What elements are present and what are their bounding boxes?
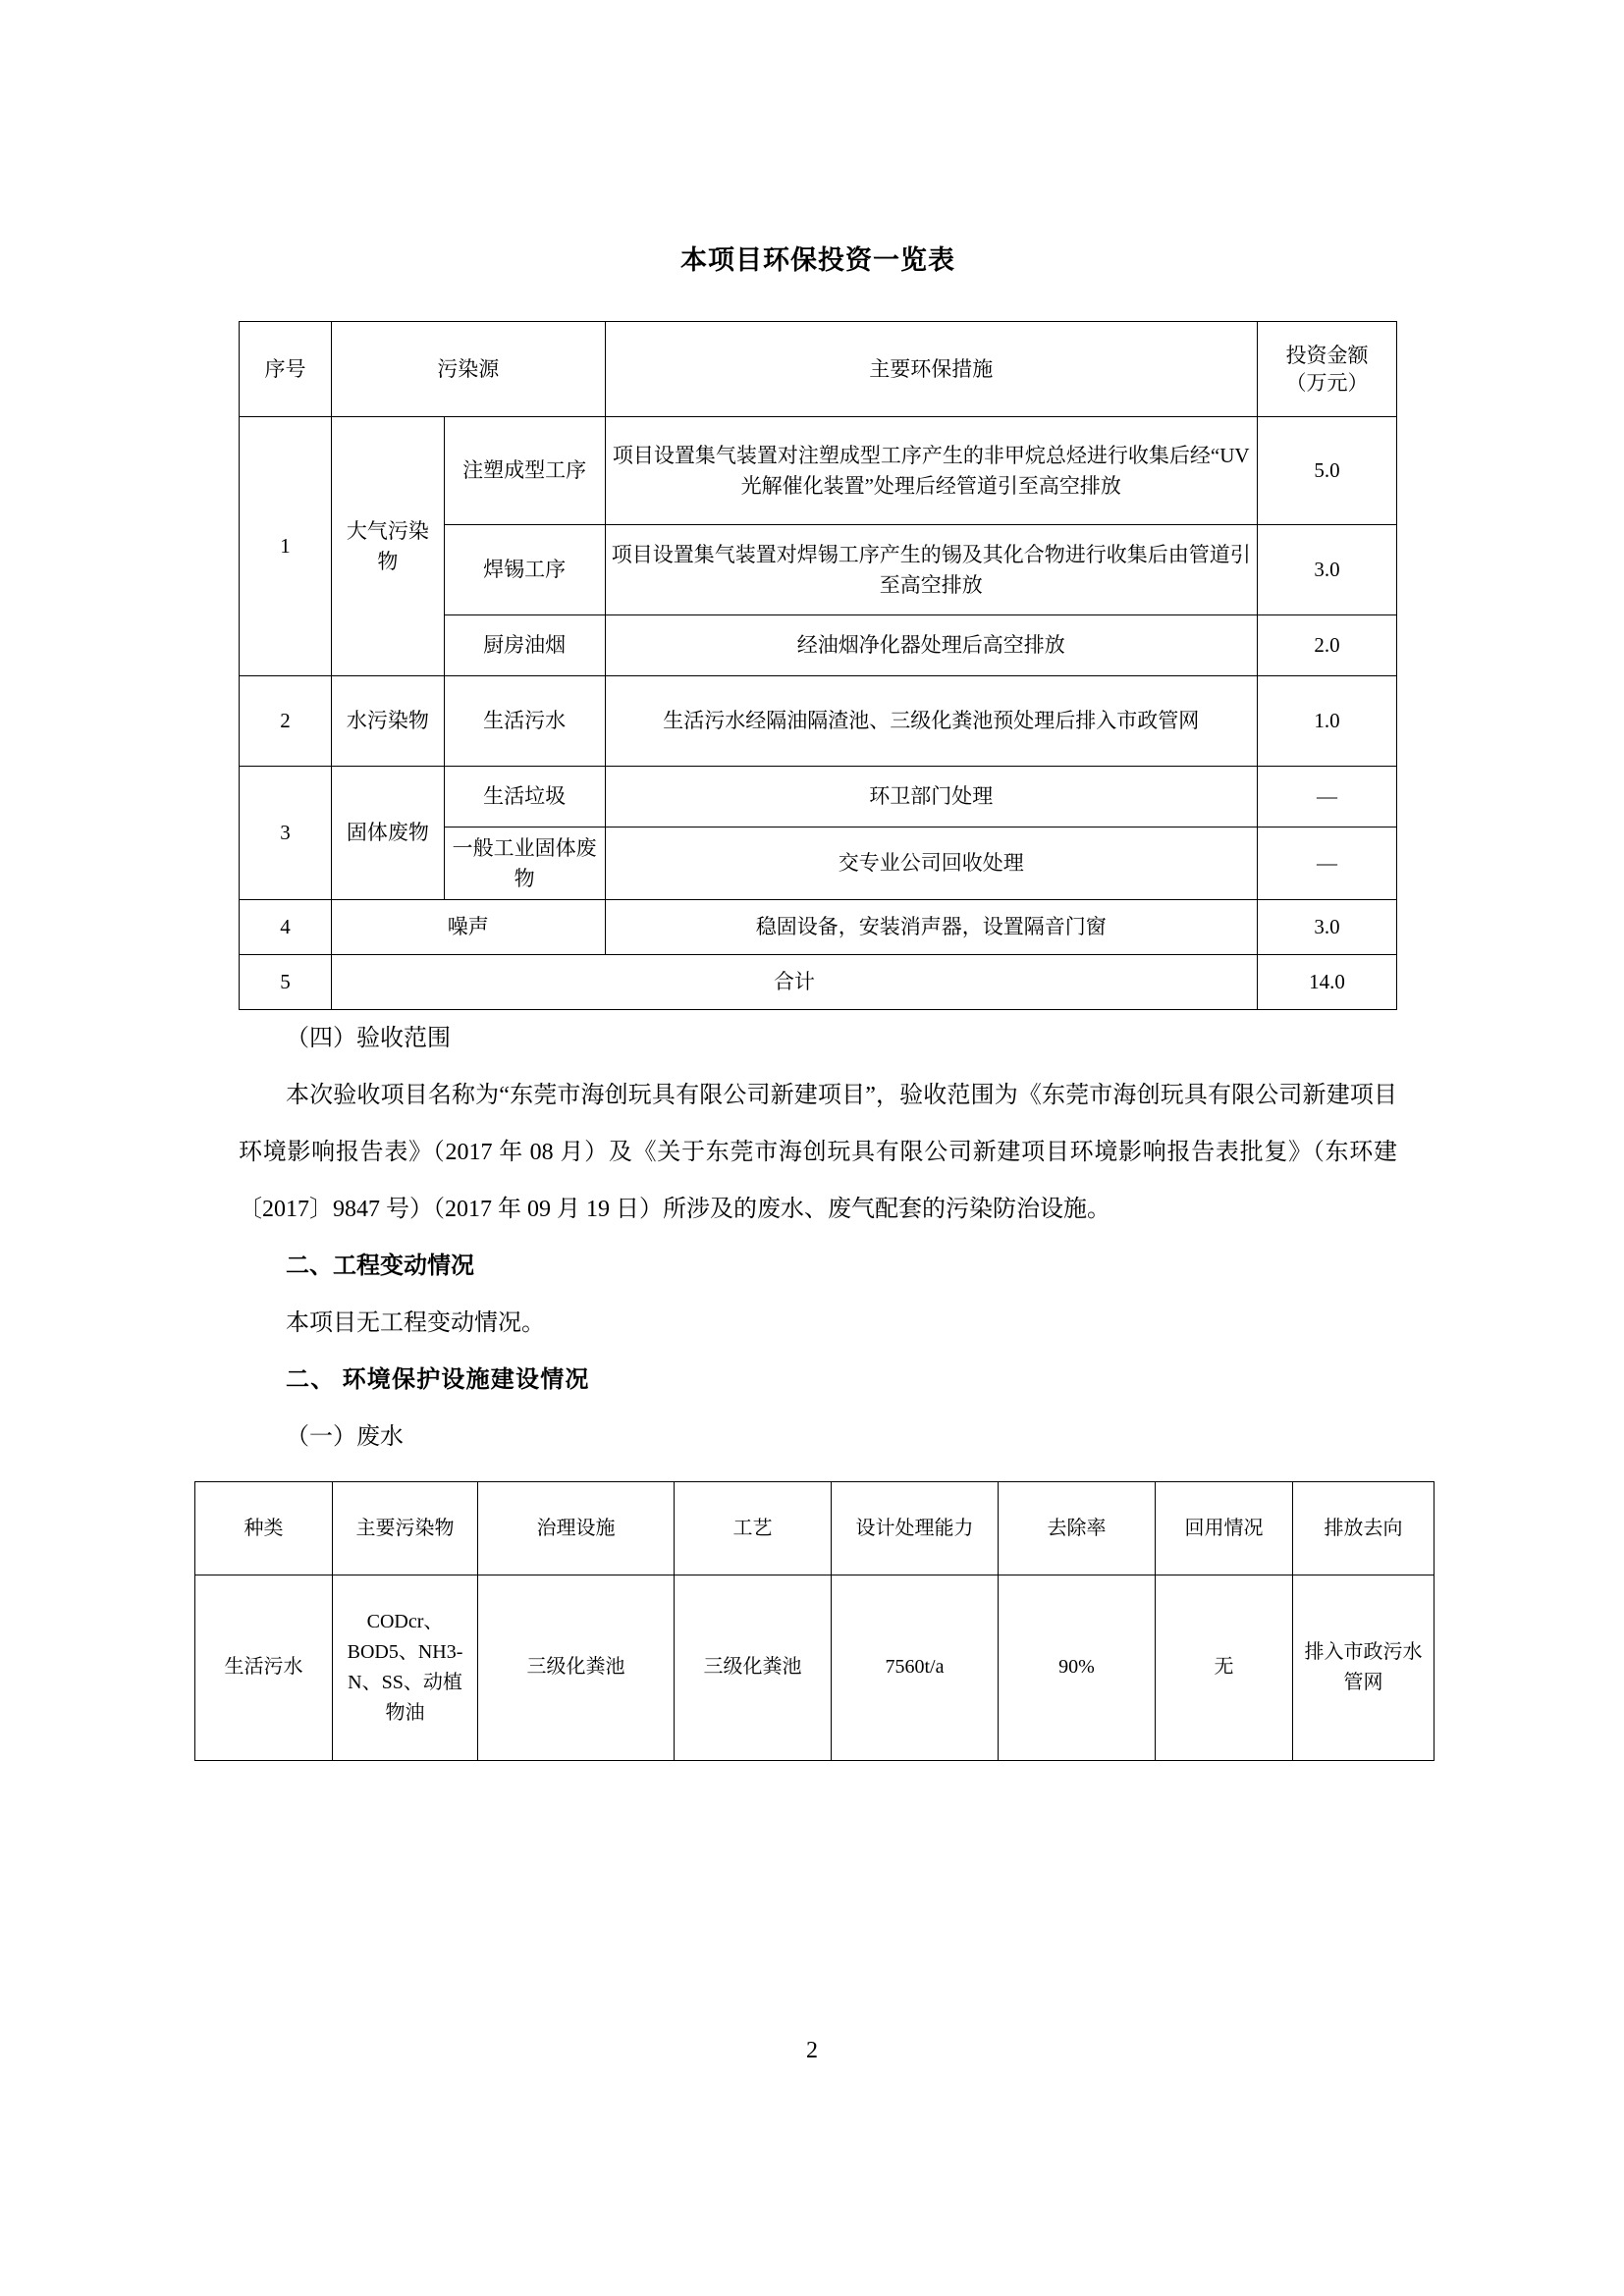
- table-header-row: [195, 1481, 1435, 1575]
- header-process: 工艺: [675, 1481, 832, 1575]
- cell-amount-industrial-waste: —: [1257, 828, 1396, 900]
- cell-facility: 三级化粪池: [478, 1575, 675, 1760]
- cell-seq-4: 4: [240, 899, 332, 954]
- cell-measure-kitchen-fume: 经油烟净化器处理后高空排放: [605, 615, 1257, 676]
- cell-amount-domestic-sewage: 1.0: [1257, 676, 1396, 767]
- header-seq: 序号: [240, 322, 332, 417]
- wastewater-facilities-table: [194, 1481, 1435, 1761]
- cell-measure-industrial-waste: 交专业公司回收处理: [605, 828, 1257, 900]
- cell-seq-5: 5: [240, 954, 332, 1009]
- cell-category-water: 水污染物: [331, 676, 444, 767]
- cell-capacity: 7560t/a: [832, 1575, 999, 1760]
- wastewater-table-wrapper: [224, 1481, 1423, 1761]
- cell-sub-soldering: 焊锡工序: [444, 525, 605, 615]
- header-capacity: 设计处理能力: [832, 1481, 999, 1575]
- table-row: [240, 954, 1397, 1009]
- cell-total-label: 合计: [331, 954, 1257, 1009]
- header-removal-rate: 去除率: [999, 1481, 1156, 1575]
- cell-amount-domestic-garbage: —: [1257, 767, 1396, 828]
- header-source: 污染源: [331, 322, 605, 417]
- header-pollutants: 主要污染物: [333, 1481, 478, 1575]
- paragraph-engineering-changes: 本项目无工程变动情况。: [286, 1309, 545, 1336]
- paragraph-scope: 本次验收项目名称为“东莞市海创玩具有限公司新建项目”，验收范围为《东莞市海创玩具有限公司新建项目环境影响报告表》（2017 年 08 月）及《关于东莞市海创玩具有限公司新建项目环境影响报告表批复》（东环建〔2017〕9847 号）（2017 年 09 月 19 日）所涉及的废水、废气配套的污染防治设施。: [239, 1082, 1397, 1222]
- header-facility: 治理设施: [478, 1481, 675, 1575]
- table-header: [240, 322, 1397, 417]
- page-number: 2: [806, 2038, 818, 2063]
- table-row: [240, 417, 1397, 525]
- table-row: [195, 1575, 1435, 1760]
- cell-amount-injection: 5.0: [1257, 417, 1396, 525]
- cell-sub-injection: 注塑成型工序: [444, 417, 605, 525]
- table-body: [240, 417, 1397, 1010]
- cell-measure-domestic-garbage: 环卫部门处理: [605, 767, 1257, 828]
- cell-sub-kitchen-fume: 厨房油烟: [444, 615, 605, 676]
- cell-seq-1: 1: [240, 417, 332, 676]
- cell-category-solid-waste: 固体废物: [331, 767, 444, 900]
- header-amount: [1257, 322, 1396, 417]
- cell-category-noise: 噪声: [331, 899, 605, 954]
- cell-sub-domestic-sewage: 生活污水: [444, 676, 605, 767]
- page-title: 本项目环保投资一览表: [680, 245, 955, 275]
- cell-measure-domestic-sewage: 生活污水经隔油隔渣池、三级化粪池预处理后排入市政管网: [605, 676, 1257, 767]
- heading-scope: （四）验收范围: [286, 1025, 451, 1051]
- cell-sub-industrial-waste: 一般工业固体废物: [444, 828, 605, 900]
- heading-wastewater: （一）废水: [286, 1423, 404, 1450]
- investment-table-wrapper: [239, 321, 1397, 1010]
- cell-category-air: 大气污染物: [331, 417, 444, 676]
- cell-total-amount: 14.0: [1257, 954, 1396, 1009]
- table-row: [240, 676, 1397, 767]
- header-amount-line1: 投资金额: [1285, 343, 1369, 367]
- page-content: [224, 0, 1423, 1761]
- cell-seq-3: 3: [240, 767, 332, 900]
- table-row: [240, 899, 1397, 954]
- header-kind: 种类: [195, 1481, 333, 1575]
- header-reuse: 回用情况: [1156, 1481, 1293, 1575]
- table-row: [240, 767, 1397, 828]
- cell-reuse: 无: [1156, 1575, 1293, 1760]
- cell-measure-noise: 稳固设备，安装消声器，设置隔音门窗: [605, 899, 1257, 954]
- cell-amount-kitchen-fume: 2.0: [1257, 615, 1396, 676]
- table-header-row: [240, 322, 1397, 417]
- cell-sub-domestic-garbage: 生活垃圾: [444, 767, 605, 828]
- wastewater-table-body: [195, 1575, 1435, 1760]
- cell-pollutants: CODcr、BOD5、NH3-N、SS、动植物油: [333, 1575, 478, 1760]
- header-destination: 排放去向: [1293, 1481, 1435, 1575]
- cell-destination: 排入市政污水管网: [1293, 1575, 1435, 1760]
- header-amount-line2: （万元）: [1285, 371, 1369, 396]
- heading-engineering-changes: 二、工程变动情况: [286, 1253, 474, 1279]
- cell-seq-2: 2: [240, 676, 332, 767]
- cell-measure-soldering: 项目设置集气装置对焊锡工序产生的锡及其化合物进行收集后由管道引至高空排放: [605, 525, 1257, 615]
- heading-env-facilities: 二、 环境保护设施建设情况: [286, 1366, 590, 1393]
- header-measures: 主要环保措施: [605, 322, 1257, 417]
- cell-kind: 生活污水: [195, 1575, 333, 1760]
- wastewater-table-header: [195, 1481, 1435, 1575]
- cell-removal-rate: 90%: [999, 1575, 1156, 1760]
- cell-amount-noise: 3.0: [1257, 899, 1396, 954]
- cell-measure-injection: 项目设置集气装置对注塑成型工序产生的非甲烷总烃进行收集后经“UV 光解催化装置”处理后经管道引至高空排放: [605, 417, 1257, 525]
- cell-amount-soldering: 3.0: [1257, 525, 1396, 615]
- cell-process: 三级化粪池: [675, 1575, 832, 1760]
- environmental-investment-table: [239, 321, 1397, 1010]
